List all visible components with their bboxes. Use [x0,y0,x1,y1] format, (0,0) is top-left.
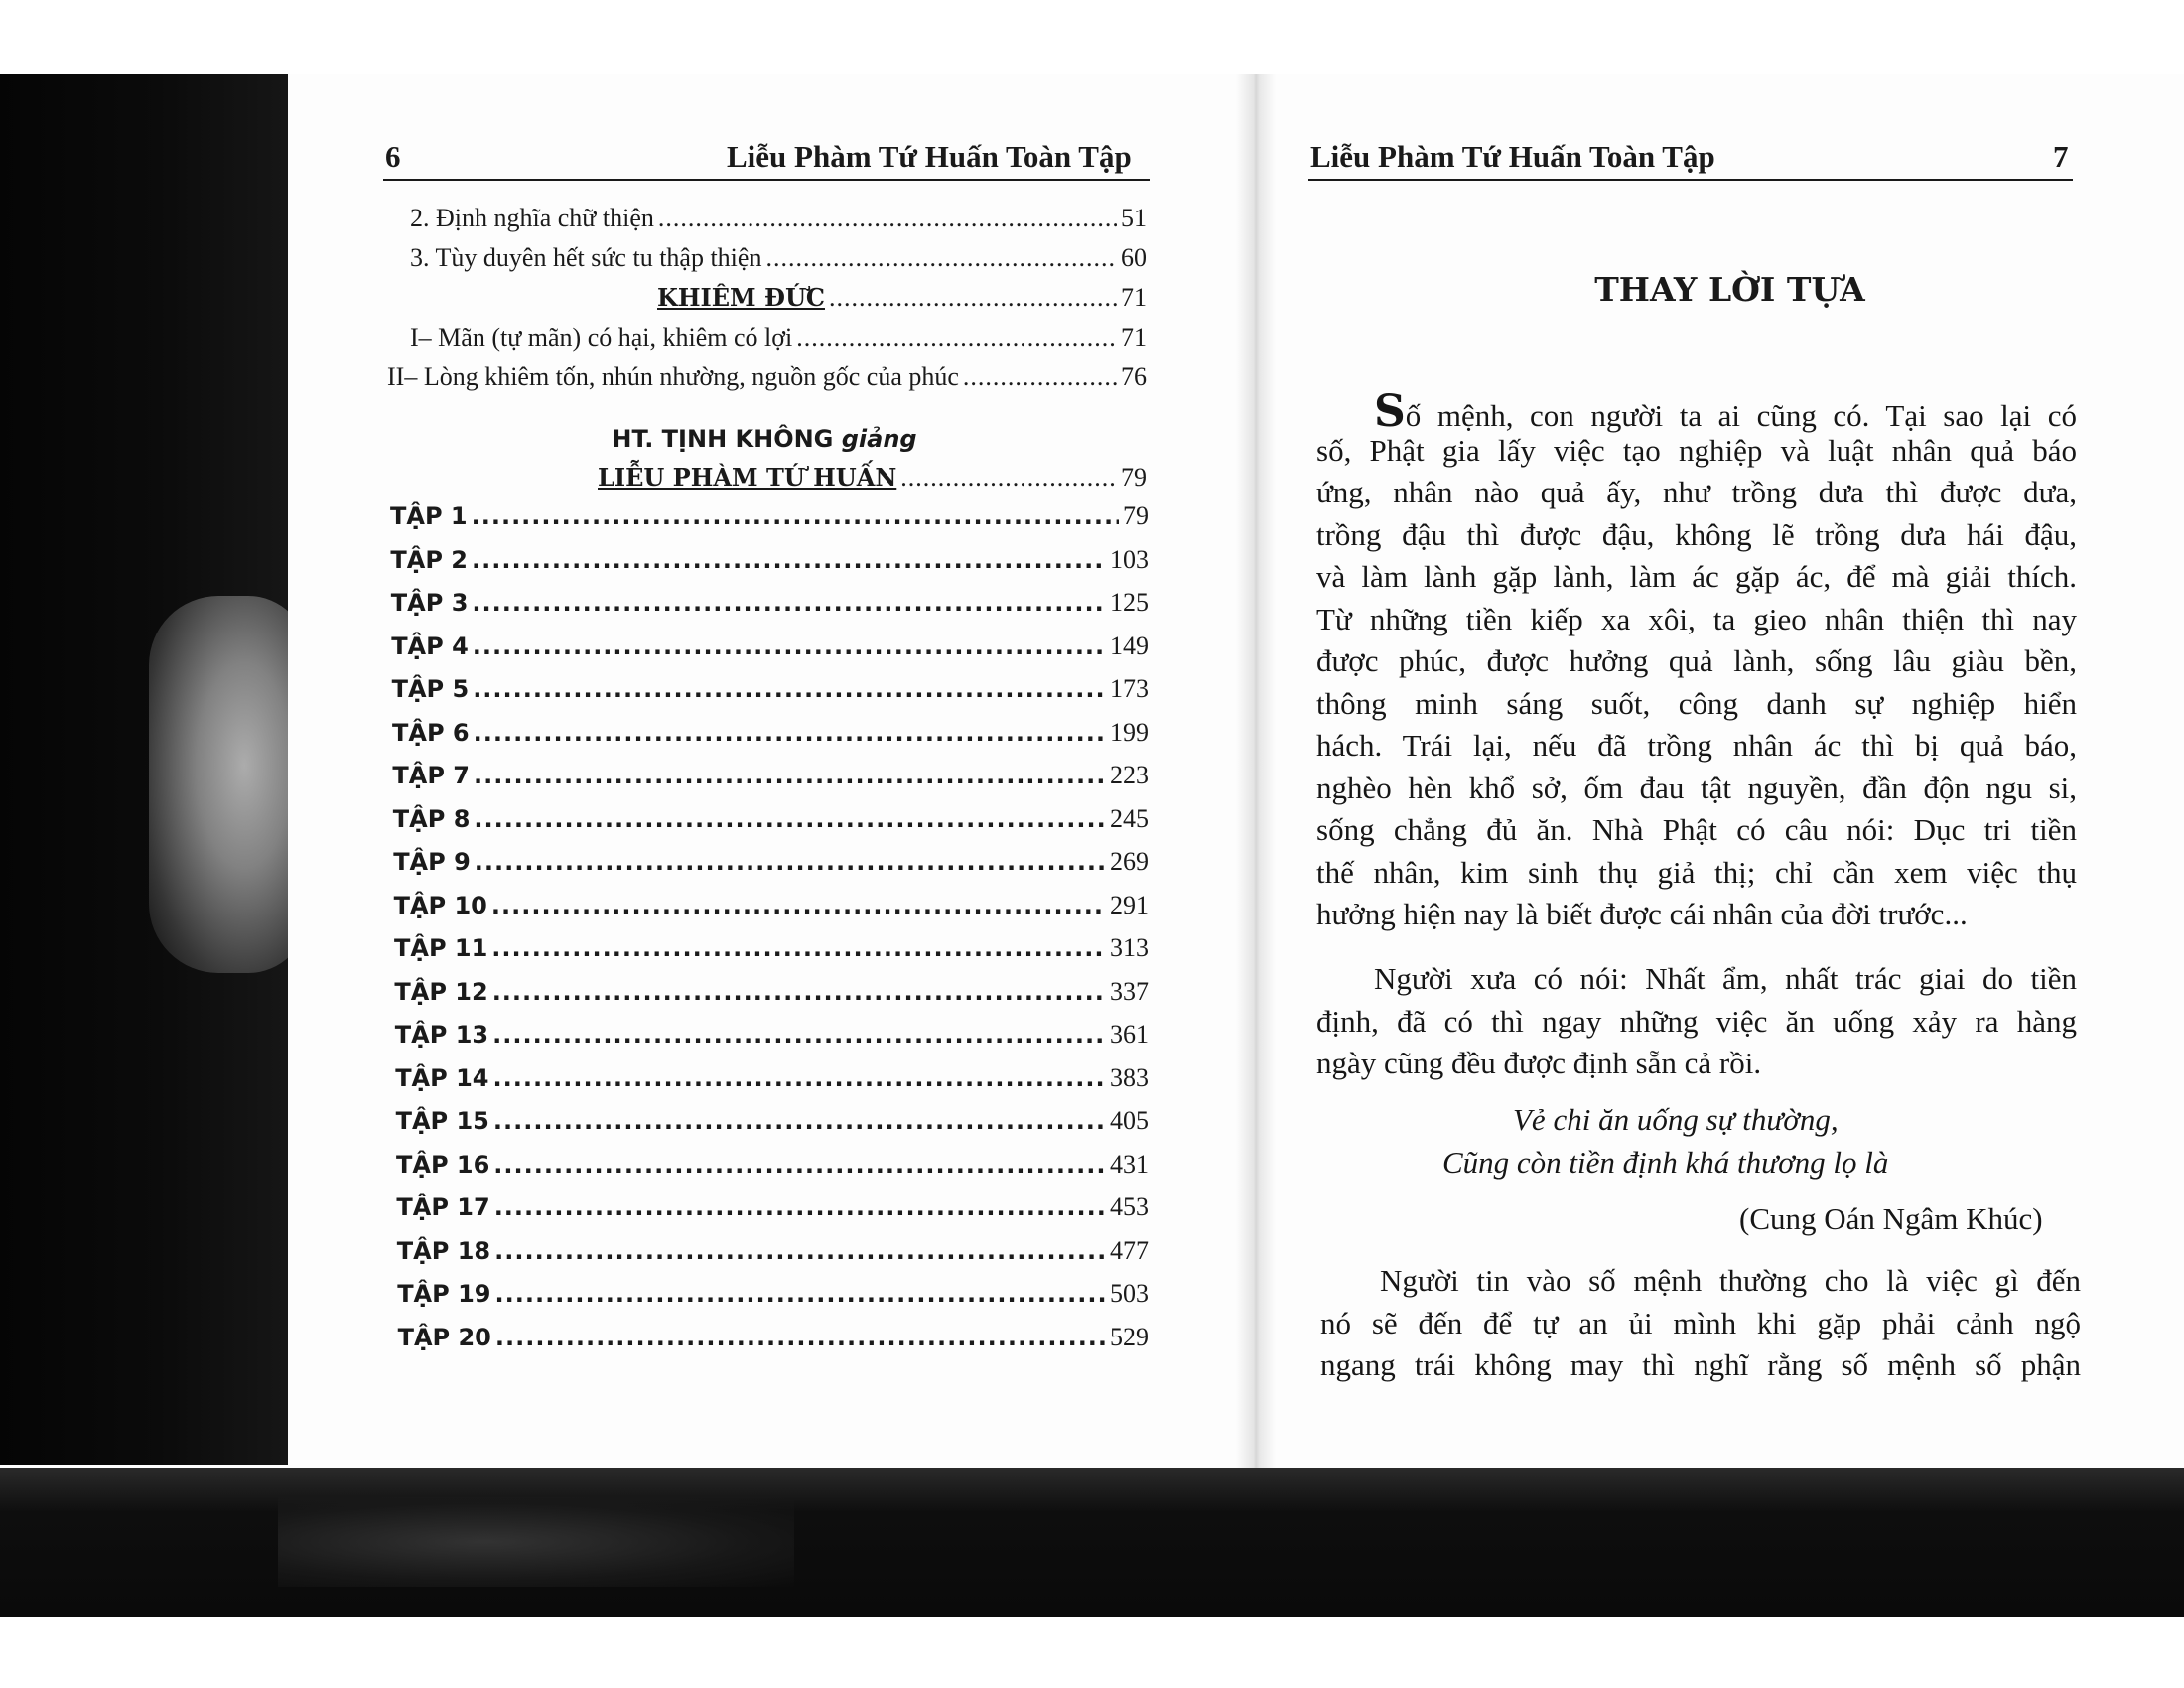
body-text-line: ngày cũng đều được định sẵn cả rồi. [1316,1046,1762,1080]
episode-page: 337 [1109,976,1149,1006]
drop-cap: S [1374,386,1406,437]
toc-episode-entry [398,1323,1149,1352]
body-text-line: và làm lành gặp lành, làm ác gặp ác, để mà giải thích. [1316,559,2077,594]
toc-episode-entry [390,501,1149,531]
toc-episode-entry [392,761,1149,790]
episode-page: 313 [1110,933,1149,962]
toc-episode-entry [392,674,1149,704]
body-text-line: Từ những tiền kiếp xa xôi, ta gieo nhân thiện thì nay [1316,601,2077,636]
left-page-number: 6 [385,139,401,174]
episode-page: 125 [1109,588,1149,617]
toc-leader [492,1021,1106,1049]
episode-page: 431 [1110,1149,1149,1179]
episode-page: 383 [1109,1062,1149,1092]
toc-leader [491,934,1106,962]
toc-episode-entry [391,588,1149,618]
body-text-line: thế nhân, kim sinh thụ giả thị; chỉ cần xem việc thụ [1316,854,2077,890]
toc-leader [473,675,1106,703]
chapter-title: THAY LỜI TỰA [1594,270,1865,309]
episode-label: TẬP 16 [396,1150,490,1179]
toc-leader [472,589,1106,617]
toc-leader [963,362,1117,392]
toc-leader [493,1107,1106,1135]
scan-top-margin [0,0,2184,74]
toc-leader [796,323,1117,352]
episode-label: TẬP 9 [393,848,471,876]
toc-leader [494,1280,1106,1308]
toc-leader [472,502,1119,530]
episode-label: TẬP 11 [394,934,488,962]
toc-entry: 2. Định nghĩa chữ thiện ..... 51 [410,204,1147,233]
episode-label: TẬP 12 [394,977,488,1006]
body-text-line: sống chẳng đủ ăn. Nhà Phật có câu nói: Dục tri tiền [1316,812,2077,847]
episode-page: 529 [1109,1322,1149,1351]
episode-label: TẬP 17 [396,1194,490,1221]
body-text-line: được phúc, được hưởng quả lành, sống lâu giàu bền, [1316,643,2077,678]
episode-page: 199 [1110,717,1149,747]
toc-leader [491,892,1106,919]
body-text-line: thông minh sáng suốt, công danh sự nghiệp hiển [1316,685,2077,721]
toc-leader [829,283,1117,313]
episode-label: TẬP 13 [394,1021,489,1049]
toc-episode-entry [394,933,1149,963]
toc-leader [492,1064,1106,1092]
right-running-title: Liễu Phàm Tứ Huấn Toàn Tập [1310,139,1715,174]
toc-leader [765,243,1117,273]
toc-entry: I– Mãn (tự mãn) có hại, khiêm có lợi ..... 71 [410,323,1147,352]
scan-bottom-edge [0,1468,2184,1617]
toc-leader [493,1151,1106,1179]
body-text-line: ngang trái không may thì nghĩ rằng số mệnh số phận [1320,1347,2081,1382]
toc-leader [900,463,1117,492]
toc-leader [472,546,1106,574]
book-gutter [1236,74,1276,1468]
body-text-line: Người tin vào số mệnh thường cho là việc gì đến [1380,1263,2081,1298]
toc-leader [495,1324,1106,1351]
right-header-rule [1308,179,2073,181]
toc-leader [494,1237,1106,1265]
toc-episode-entry [391,632,1149,661]
episode-page: 79 [1123,501,1149,530]
toc-episode-entry [397,1236,1149,1266]
toc-episode-entry [393,847,1149,877]
body-text-line: hách. Trái lại, nếu đã trồng nhân ác thì bị quả báo, [1316,728,2077,763]
toc-entry-lieu-pham: LIỄU PHÀM TỨ HUẤN ..... 79 [598,463,1147,492]
body-text-line: trồng đậu thì được đậu, không lẽ trồng dưa hái đậu, [1316,516,2077,552]
episode-page: 405 [1109,1106,1149,1135]
toc-leader [474,762,1106,789]
episode-label: TẬP 19 [397,1280,491,1308]
episode-label: TẬP 10 [393,891,487,919]
toc-episode-entry [394,891,1149,920]
episode-label: TẬP 7 [392,762,470,789]
first-line-text: ố mệnh, con người ta ai cũng có. Tại sao lại có [1405,398,2077,433]
episode-page: 223 [1109,761,1149,789]
toc-episode-entry [395,1020,1149,1050]
toc-entry: 3. Tùy duyên hết sức tu thập thiện ..... 60 [410,243,1147,273]
episode-page: 361 [1109,1020,1149,1049]
body-text-line: ứng, nhân nào quả ấy, như trồng dưa thì được dưa, [1316,475,2077,509]
episode-page: 149 [1109,631,1149,660]
body-text-line: Người xưa có nói: Nhất ẩm, nhất trác giai do tiền [1374,961,2077,996]
right-page-number: 7 [2053,139,2069,174]
verse-line: Vẻ chi ăn uống sự thường, [1513,1102,1839,1137]
toc-episode-entry [396,1106,1149,1136]
episode-label: TẬP 18 [396,1236,491,1265]
toc-leader [474,719,1106,747]
episode-page: 291 [1109,890,1149,919]
verse-source: (Cung Oán Ngâm Khúc) [1739,1201,2043,1236]
body-text-line: nghèo hèn khổ sở, ốm đau tật nguyền, đần độn ngu si, [1316,770,2077,805]
episode-page: 477 [1109,1235,1149,1265]
episode-label: TẬP 14 [395,1063,489,1092]
toc-leader [658,204,1117,233]
scan-bottom-margin [0,1617,2184,1688]
body-text-line-first [1374,386,2077,437]
episode-label: TẬP 3 [390,589,469,617]
toc-leader [473,633,1106,660]
body-text-line: số, Phật gia lấy việc tạo nghiệp và luật nhân quả báo [1316,432,2077,468]
toc-entry: II– Lòng khiêm tốn, nhún nhường, nguồn gốc của phúc ..... 76 [387,362,1147,392]
episode-label: TẬP 2 [390,545,468,574]
episode-label: TẬP 6 [392,718,470,747]
toc-episode-entry [395,1063,1149,1093]
toc-episode-entry [396,1150,1149,1180]
body-text-line: định, đã có thì ngay những việc ăn uống xảy ra hàng [1316,1003,2077,1039]
thumb-shadow [149,596,308,973]
toc-episode-entry [394,977,1149,1007]
episode-label: TẬP 1 [390,502,468,530]
episode-page: 269 [1109,847,1149,876]
section-heading: HT. TỊNH KHÔNG giảng [612,425,917,453]
episode-page: 453 [1109,1193,1149,1221]
toc-episode-entry [390,545,1149,575]
toc-leader [492,978,1106,1006]
left-running-title: Liễu Phàm Tứ Huấn Toàn Tập [727,139,1132,174]
toc-episode-entry [397,1279,1149,1309]
episode-page: 173 [1109,674,1149,703]
toc-leader [474,805,1106,833]
episode-page: 103 [1109,544,1149,574]
episode-label: TẬP 20 [397,1323,491,1351]
body-text-line: hưởng hiện nay là biết được cái nhân của đời trước... [1316,897,1968,931]
episode-page: 503 [1109,1279,1149,1308]
body-text-line: nó sẽ đến để tự an ủi mình khi gặp phải cảnh ngộ [1320,1305,2081,1340]
left-header-rule [383,179,1150,181]
episode-label: TẬP 15 [395,1107,489,1135]
episode-page: 245 [1109,803,1149,833]
toc-episode-entry [393,804,1149,834]
toc-leader [475,848,1106,876]
toc-episode-entry [396,1193,1149,1222]
toc-episode-entry [392,718,1149,748]
toc-leader [494,1194,1106,1221]
episode-label: TẬP 8 [392,804,471,833]
toc-entry-khiem-duc: KHIÊM ĐỨC ..... 71 [657,283,1147,313]
episode-label: TẬP 5 [391,675,470,703]
verse-line: Cũng còn tiền định khá thương lọ là [1442,1145,1889,1180]
episode-label: TẬP 4 [391,632,469,660]
